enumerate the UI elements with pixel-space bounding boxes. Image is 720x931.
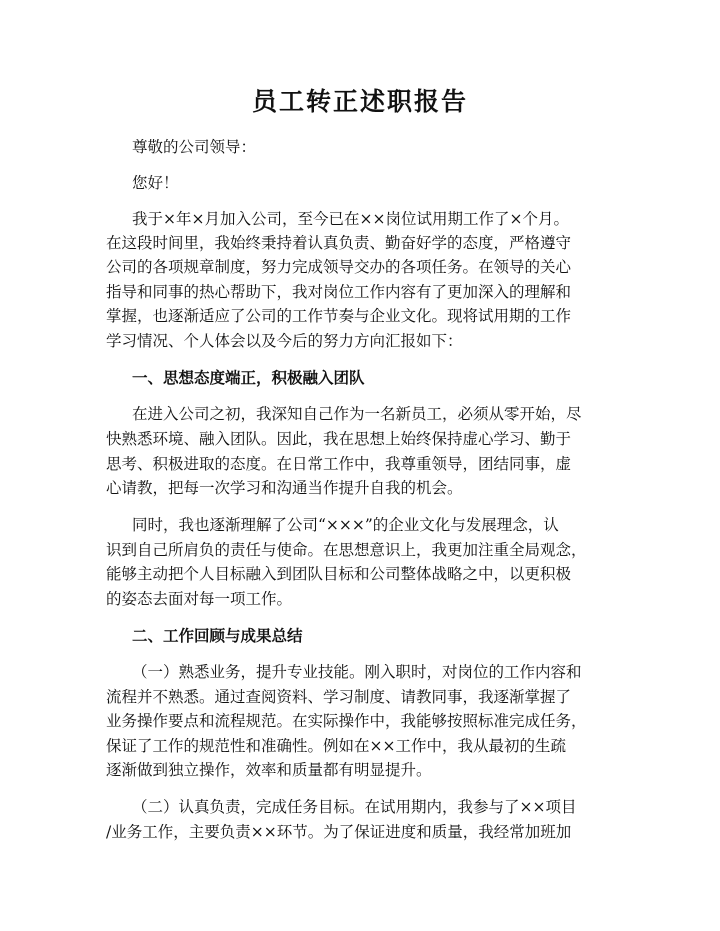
section2-p2-line: （二）认真负责，完成任务目标。在试用期内，我参与了××项目 bbox=[132, 798, 577, 816]
greeting: 您好！ bbox=[132, 174, 179, 192]
intro-line: 指导和同事的热心帮助下，我对岗位工作内容有了更加深入的理解和 bbox=[106, 283, 572, 301]
intro-line: 学习情况、个人体会以及今后的努力方向汇报如下： bbox=[106, 332, 463, 350]
section1-p1-line: 思考、积极进取的态度。在日常工作中，我尊重领导，团结同事，虚 bbox=[106, 455, 572, 473]
section1-p1-line: 心请教，把每一次学习和沟通当作提升自我的机会。 bbox=[106, 479, 463, 497]
intro-line: 掌握，也逐渐适应了公司的工作节奏与企业文化。现将试用期的工作 bbox=[106, 307, 572, 325]
document-title: 员工转正述职报告 bbox=[251, 87, 468, 116]
section-heading-2: 二、工作回顾与成果总结 bbox=[132, 626, 303, 645]
intro-line: 在这段时间里，我始终秉持着认真负责、勤奋好学的态度，严格遵守 bbox=[106, 234, 572, 252]
intro-line: 公司的各项规章制度，努力完成领导交办的各项任务。在领导的关心 bbox=[106, 258, 572, 276]
salutation: 尊敬的公司领导： bbox=[132, 138, 257, 156]
section1-p2-line: 识到自己所肩负的责任与使命。在思想意识上，我更加注重全局观念， bbox=[106, 541, 587, 559]
section2-p1-line: 业务操作要点和流程规范。在实际操作中，我能够按照标准完成任务， bbox=[106, 712, 587, 730]
section-heading-1: 一、思想态度端正，积极融入团队 bbox=[132, 368, 365, 387]
section2-p2-line: /业务工作，主要负责××环节。为了保证进度和质量，我经常加班加 bbox=[106, 823, 572, 841]
section2-p1-line: 逐渐做到独立操作，效率和质量都有明显提升。 bbox=[106, 761, 432, 779]
section1-p2-line: 能够主动把个人目标融入到团队目标和公司整体战略之中，以更积极 bbox=[106, 565, 572, 583]
section1-p1-line: 快熟悉环境、融入团队。因此，我在思想上始终保持虚心学习、勤于 bbox=[106, 430, 572, 448]
section1-p1-line: 在进入公司之初，我深知自己作为一名新员工，必须从零开始，尽 bbox=[132, 405, 582, 423]
section1-p2-line: 的姿态去面对每一项工作。 bbox=[106, 590, 293, 608]
section1-p2-line: 同时，我也逐渐理解了公司“×××”的企业文化与发展理念，认 bbox=[132, 516, 559, 534]
section2-p1-line: 流程并不熟悉。通过查阅资料、学习制度、请教同事，我逐渐掌握了 bbox=[106, 688, 572, 706]
section2-p1-line: 保证了工作的规范性和准确性。例如在××工作中，我从最初的生疏 bbox=[106, 737, 566, 755]
section2-p1-line: （一）熟悉业务，提升专业技能。刚入职时，对岗位的工作内容和 bbox=[132, 663, 582, 681]
intro-line: 我于×年×月加入公司，至今已在××岗位试用期工作了×个月。 bbox=[132, 210, 569, 228]
